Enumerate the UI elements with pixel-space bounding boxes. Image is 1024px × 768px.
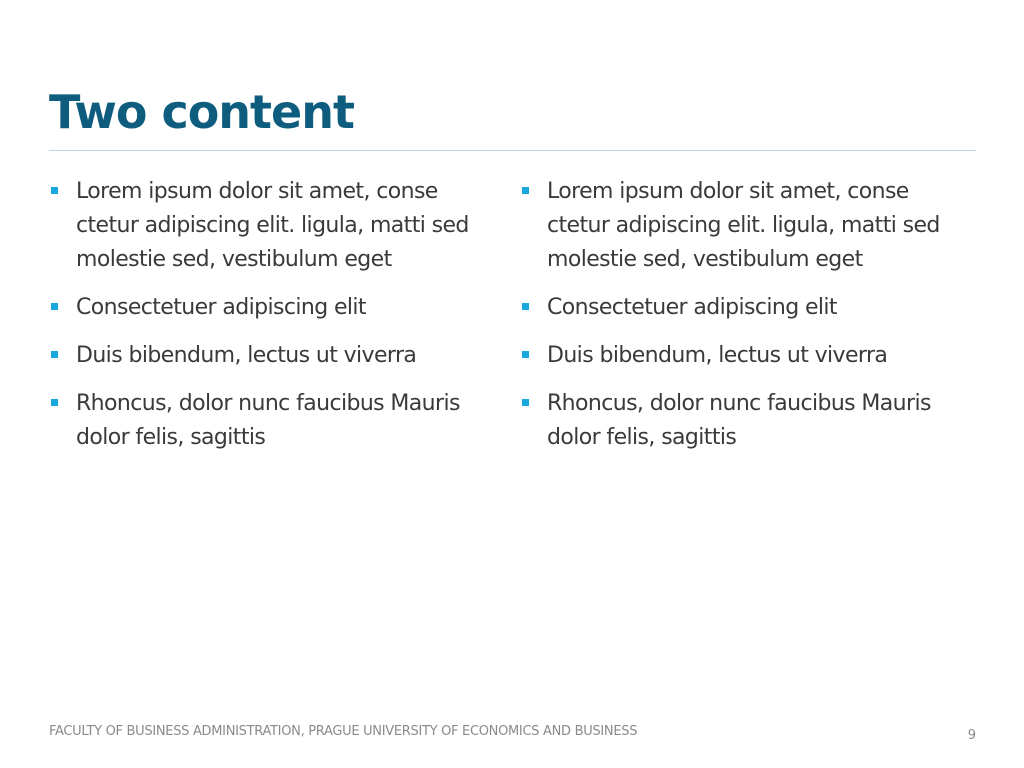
left-content-column	[49, 175, 494, 469]
slide-title: Two content	[49, 85, 354, 139]
title-divider	[49, 150, 976, 151]
square-bullet-icon	[51, 187, 58, 194]
right-bullet-item-4	[520, 387, 965, 455]
page-number: 9	[967, 728, 976, 743]
right-bullet-item-1	[520, 175, 965, 277]
bullet-text: Consectetuer adipiscing elit	[547, 295, 837, 320]
square-bullet-icon	[51, 303, 58, 310]
left-bullet-item-4	[49, 387, 494, 455]
bullet-text: Duis bibendum, lectus ut viverra	[76, 343, 417, 368]
left-bullet-item-3	[49, 339, 494, 373]
square-bullet-icon	[51, 351, 58, 358]
left-bullet-item-2	[49, 291, 494, 325]
bullet-text: Lorem ipsum dolor sit amet, conse ctetur adipiscing elit. ligula, matti sed molestie sed, vestibulum eget	[547, 179, 940, 272]
bullet-text: Lorem ipsum dolor sit amet, conse ctetur adipiscing elit. ligula, matti sed molestie sed, vestibulum eget	[76, 179, 469, 272]
square-bullet-icon	[51, 399, 58, 406]
right-bullet-item-3	[520, 339, 965, 373]
left-bullet-item-1	[49, 175, 494, 277]
right-content-column	[520, 175, 965, 469]
square-bullet-icon	[522, 351, 529, 358]
square-bullet-icon	[522, 399, 529, 406]
footer-text: FACULTY OF BUSINESS ADMINISTRATION, PRAGUE UNIVERSITY OF ECONOMICS AND BUSINESS	[49, 724, 638, 739]
square-bullet-icon	[522, 187, 529, 194]
bullet-text: Duis bibendum, lectus ut viverra	[547, 343, 888, 368]
bullet-text: Rhoncus, dolor nunc faucibus Mauris dolor felis, sagittis	[76, 391, 460, 450]
square-bullet-icon	[522, 303, 529, 310]
bullet-text: Rhoncus, dolor nunc faucibus Mauris dolor felis, sagittis	[547, 391, 931, 450]
bullet-text: Consectetuer adipiscing elit	[76, 295, 366, 320]
right-bullet-item-2	[520, 291, 965, 325]
